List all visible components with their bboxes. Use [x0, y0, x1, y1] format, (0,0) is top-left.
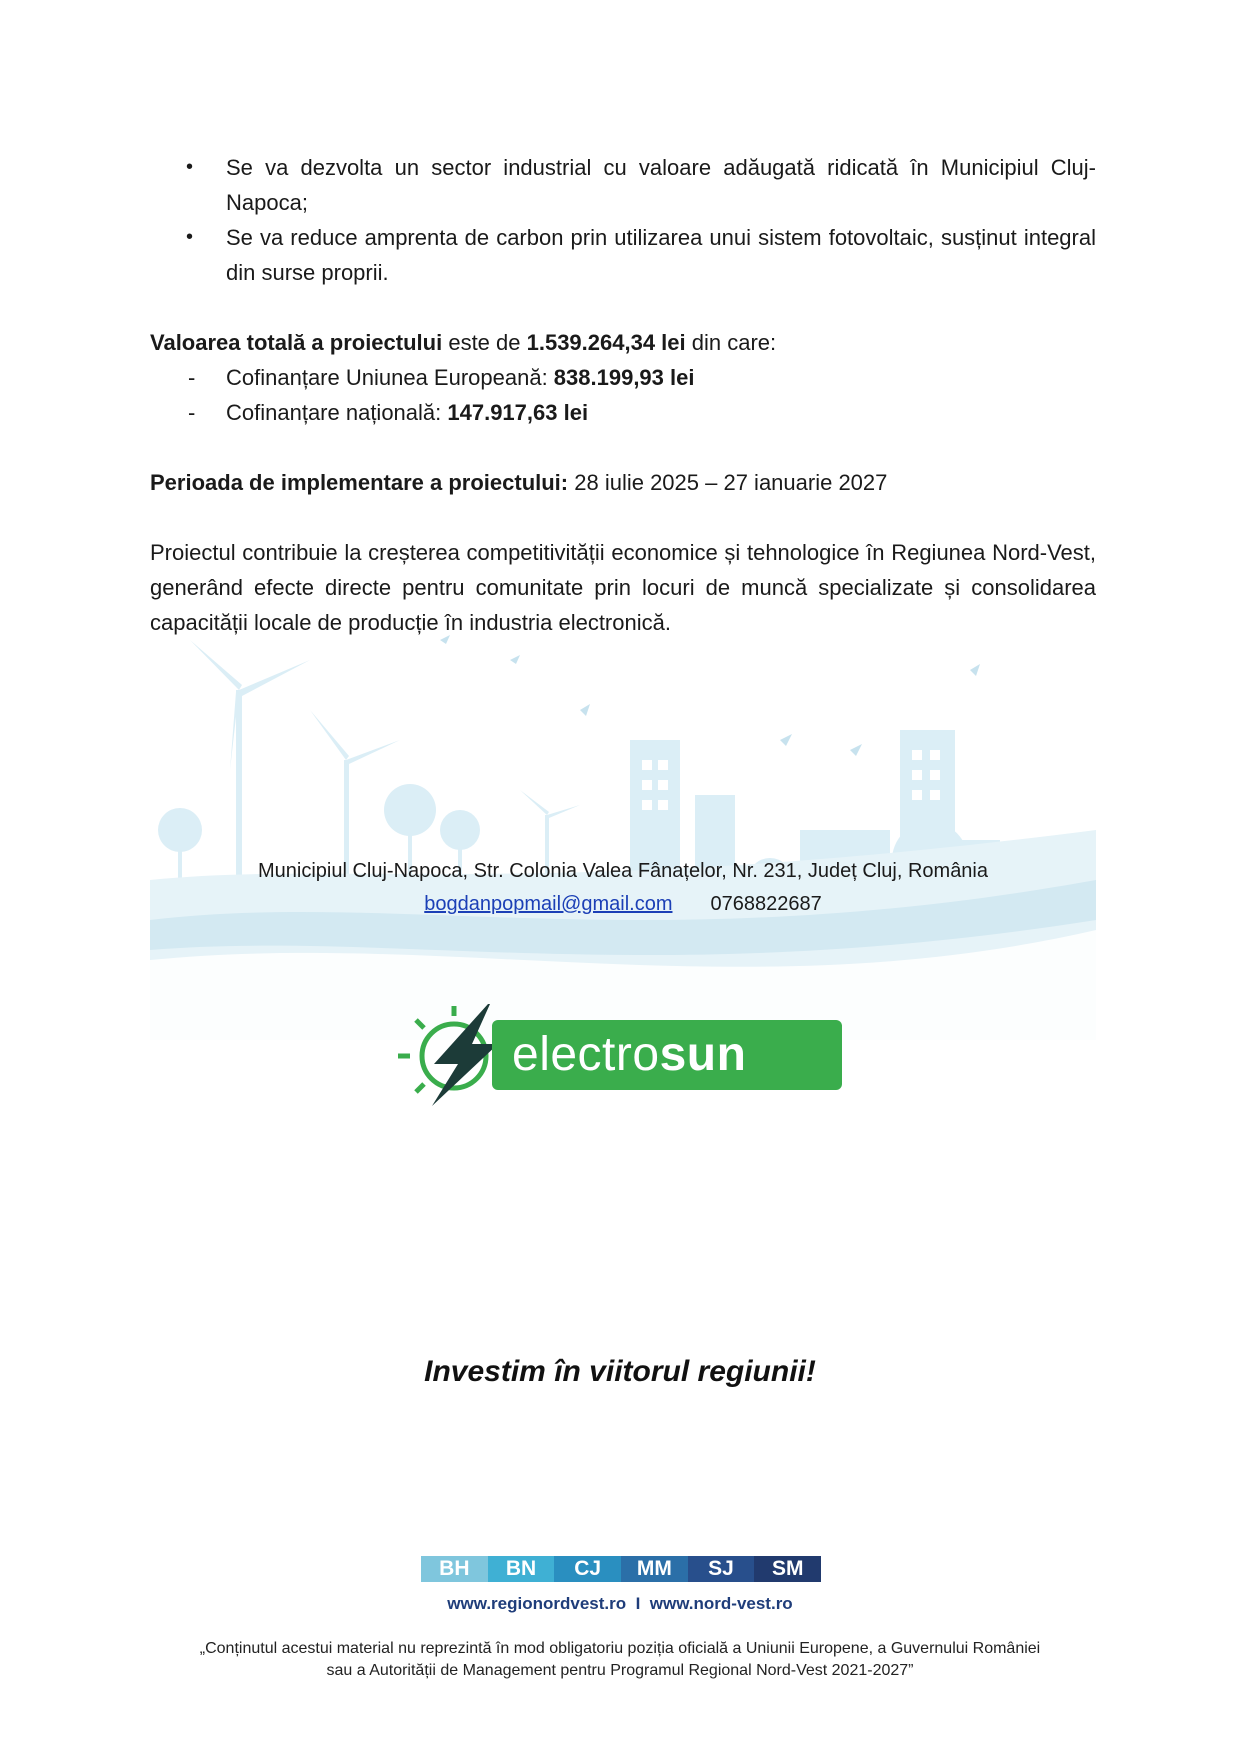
contact-email-link[interactable]: bogdanpopmail@gmail.com	[424, 893, 673, 915]
electrosun-logo	[394, 998, 844, 1108]
disclaimer: „Conținutul acestui material nu reprezintă în mod obligatoriu poziția oficială a Uniunii Europene, a Guvernului României sau a Autorității de Management pentru Programul Regional Nord-Vest 2021-2027”	[199, 1640, 1041, 1679]
website-links: www.regionordvest.ro I www.nord-vest.ro	[447, 1594, 793, 1613]
county-bn: BN	[488, 1556, 555, 1582]
total-value-label: Valoarea totală a proiectului	[150, 330, 443, 355]
funding-item-eu: - Cofinanțare Uniunea Europeană: 838.199,93 lei	[150, 360, 1096, 395]
main-content	[150, 150, 1096, 640]
total-value-paragraph	[150, 325, 1096, 360]
total-value-text: este de	[442, 330, 527, 355]
period-value: 28 iulie 2025 – 27 ianuarie 2027	[568, 470, 888, 495]
bullet-list	[150, 150, 1096, 290]
contact-phone: 0768822687	[710, 893, 822, 915]
total-value-suffix: din care:	[685, 330, 777, 355]
county-sm: SM	[754, 1556, 821, 1582]
period-label: Perioada de implementare a proiectului:	[150, 470, 569, 495]
bullet-item: • Se va dezvolta un sector industrial cu valoare adăugată ridicată în Municipiul Cluj-Napoca;	[150, 150, 1096, 220]
total-value-amount: 1.539.264,34 lei	[526, 330, 686, 355]
funding-list	[150, 360, 1096, 430]
summary-paragraph: Proiectul contribuie la creșterea competitivității economice și tehnologice în Regiunea Nord-Vest, generând efecte directe pentru comunitate prin locuri de muncă specializate și consolidarea capacității locale de producție în industria electronică.	[150, 540, 1096, 635]
bullet-item: • Se va reduce amprenta de carbon prin utilizarea unui sistem fotovoltaic, susținut integral din surse proprii.	[150, 220, 1096, 290]
contact-block	[150, 855, 1096, 921]
county-bh: BH	[421, 1556, 488, 1582]
city-illustration	[150, 630, 1096, 1040]
county-mm: MM	[621, 1556, 688, 1582]
county-bar	[421, 1556, 821, 1582]
contact-address: Municipiul Cluj-Napoca, Str. Colonia Valea Fânațelor, Nr. 231, Județ Cluj, România	[258, 860, 988, 882]
funding-item-national: - Cofinanțare națională: 147.917,63 lei	[150, 395, 1096, 430]
implementation-period	[150, 465, 1096, 500]
contact-line	[150, 888, 1096, 921]
logo-text: electrosun	[512, 1028, 747, 1081]
county-sj: SJ	[688, 1556, 755, 1582]
slogan: Investim în viitorul regiunii!	[424, 1355, 816, 1388]
county-cj: CJ	[554, 1556, 621, 1582]
